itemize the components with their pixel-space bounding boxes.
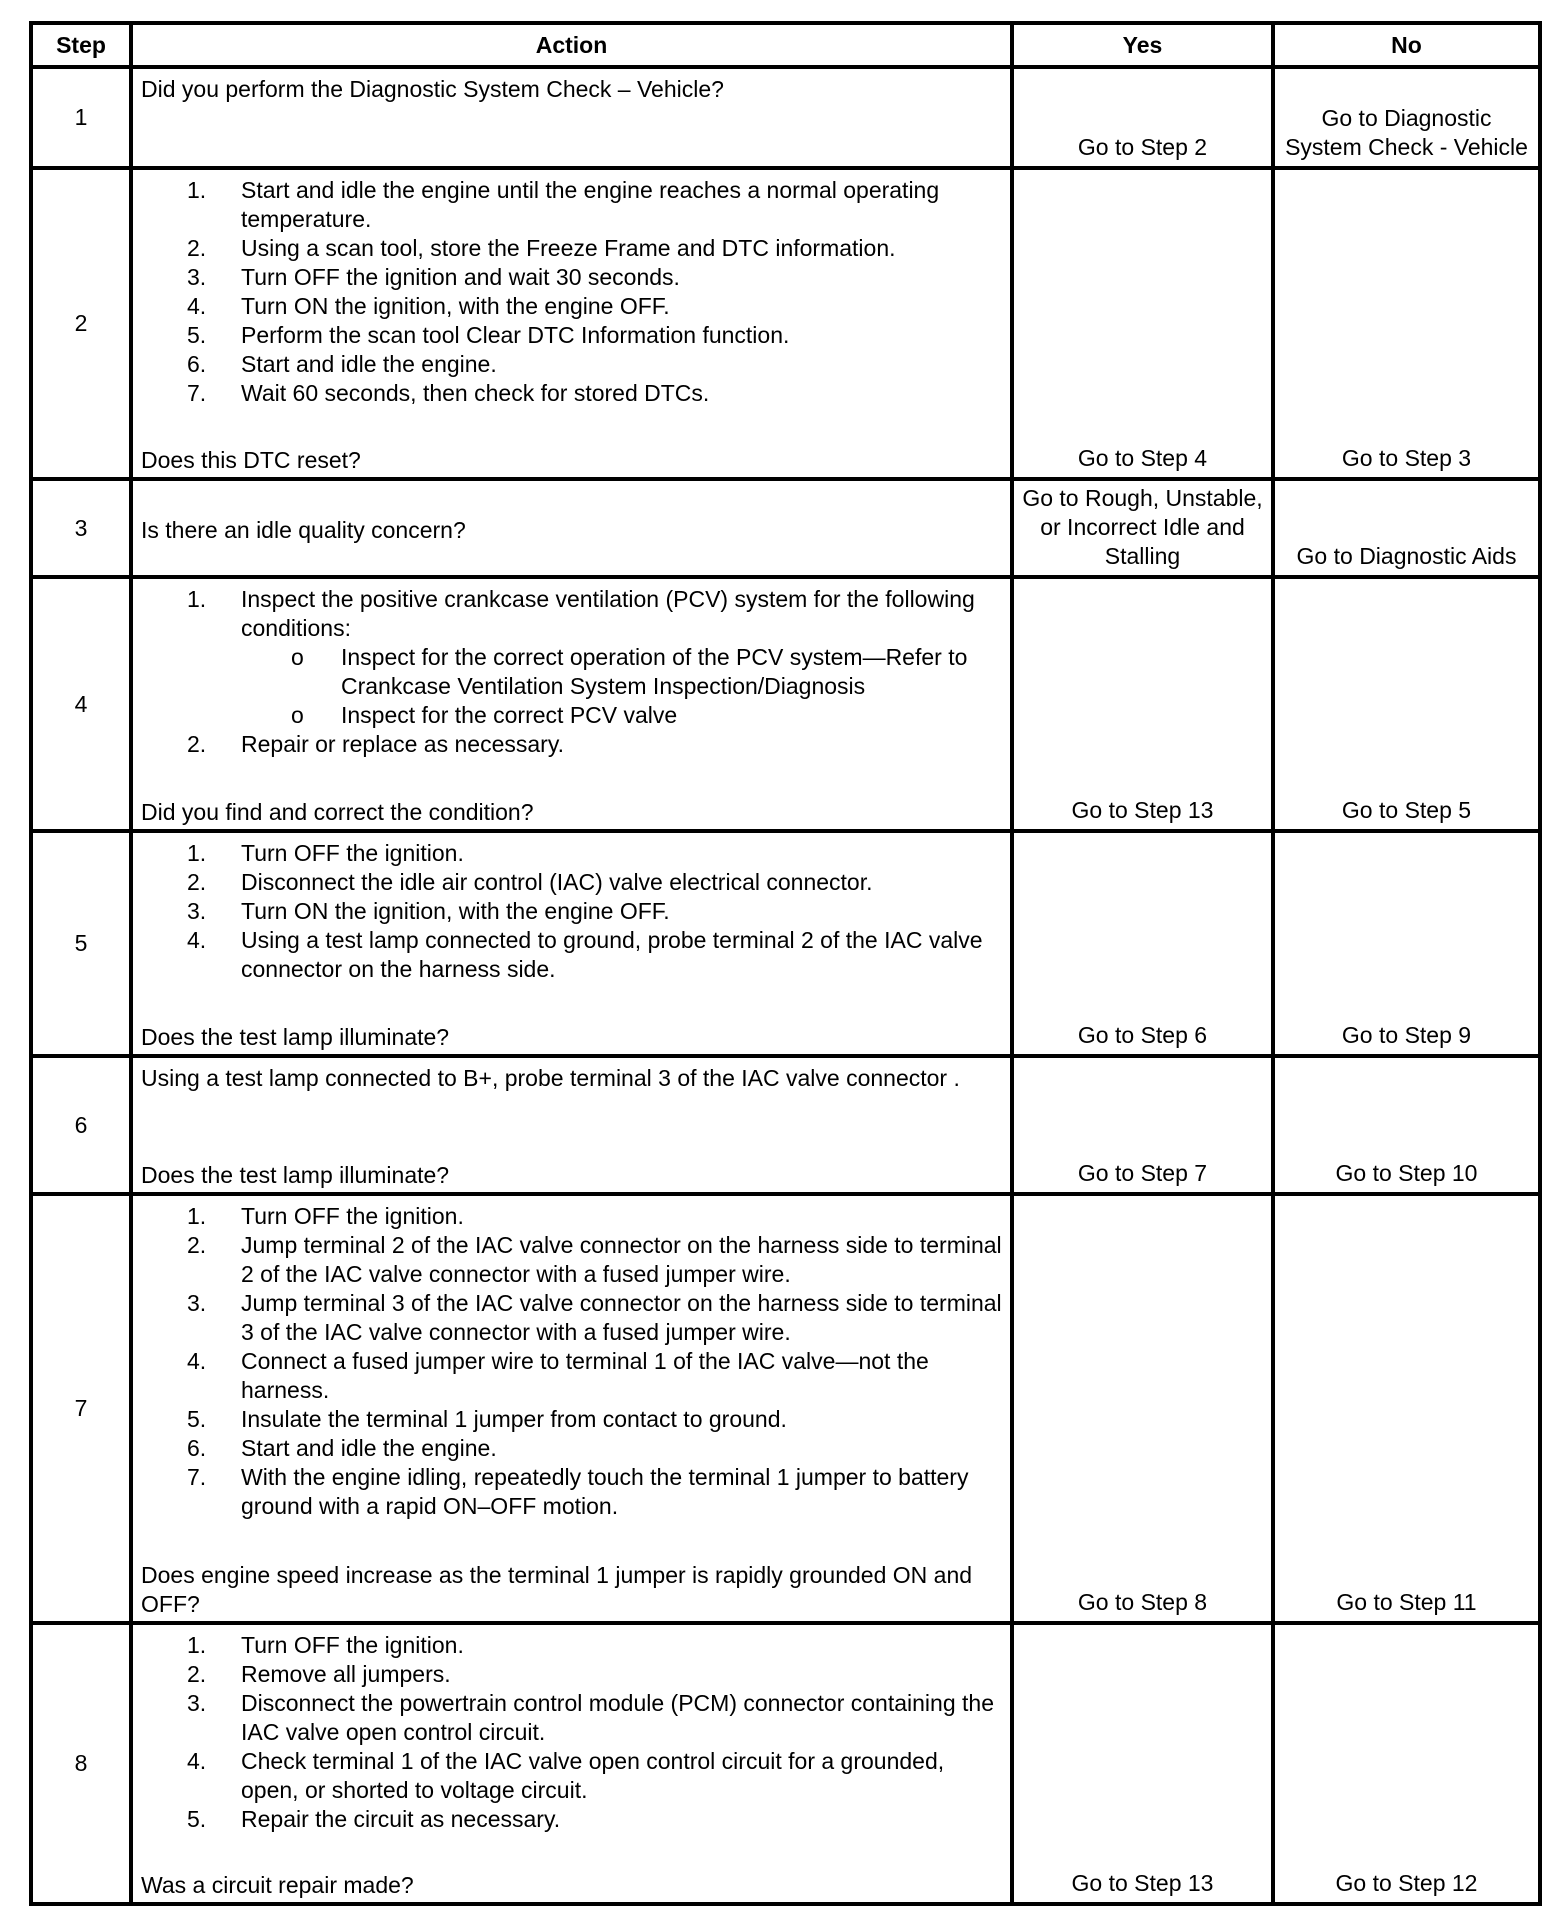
header-row bbox=[31, 23, 1540, 67]
no-cell: Go to Step 3 bbox=[1273, 168, 1540, 479]
action-cell bbox=[131, 577, 1012, 831]
header-yes: Yes bbox=[1012, 23, 1273, 67]
procedure-list bbox=[141, 176, 1002, 408]
list-item: 2. Using a scan tool, store the Freeze Frame and DTC information. bbox=[187, 235, 896, 261]
list-item: 7. With the engine idling, repeatedly touch the terminal 1 jumper to battery ground with a rapid ON–OFF motion. bbox=[187, 1464, 969, 1519]
list-item: 1. Turn OFF the ignition. bbox=[187, 1632, 464, 1658]
list-item: 6. Start and idle the engine. bbox=[187, 1435, 497, 1461]
list-item: 6. Start and idle the engine. bbox=[187, 351, 497, 377]
list-item: 2. Repair or replace as necessary. bbox=[187, 731, 564, 757]
action-text: Did you perform the Diagnostic System Check – Vehicle? bbox=[141, 76, 724, 102]
action-cell bbox=[131, 1194, 1012, 1623]
table-row bbox=[31, 1056, 1540, 1194]
header-step: Step bbox=[31, 23, 131, 67]
list-item: 4. Turn ON the ignition, with the engine OFF. bbox=[187, 293, 670, 319]
action-cell bbox=[131, 831, 1012, 1056]
list-item: 1. Start and idle the engine until the engine reaches a normal operating temperature. bbox=[187, 177, 940, 232]
yes-cell: Go to Step 6 bbox=[1012, 831, 1273, 1056]
no-cell: Go to Step 5 bbox=[1273, 577, 1540, 831]
no-cell: Go to Step 12 bbox=[1273, 1623, 1540, 1904]
procedure-list bbox=[141, 1631, 1002, 1834]
list-item: 4. Connect a fused jumper wire to terminal 1 of the IAC valve—not the harness. bbox=[187, 1348, 929, 1403]
question-text: Does this DTC reset? bbox=[141, 447, 361, 473]
table-row bbox=[31, 577, 1540, 831]
yes-cell: Go to Step 8 bbox=[1012, 1194, 1273, 1623]
table-row bbox=[31, 1194, 1540, 1623]
list-item: 3. Disconnect the powertrain control module (PCM) connector containing the IAC valve open control circuit. bbox=[187, 1690, 994, 1745]
no-cell: Go to Diagnostic Aids bbox=[1273, 479, 1540, 577]
step-number: 4 bbox=[31, 577, 131, 831]
table-row bbox=[31, 67, 1540, 168]
step-number: 6 bbox=[31, 1056, 131, 1194]
question-text: Did you find and correct the condition? bbox=[141, 799, 534, 825]
table-row bbox=[31, 479, 1540, 577]
procedure-list bbox=[141, 839, 1002, 984]
diagnostic-table bbox=[29, 21, 1542, 1906]
list-item: 5. Repair the circuit as necessary. bbox=[187, 1806, 561, 1832]
no-cell: Go to Diagnostic System Check - Vehicle bbox=[1273, 67, 1540, 168]
step-number: 1 bbox=[31, 67, 131, 168]
action-cell bbox=[131, 168, 1012, 479]
step-number: 2 bbox=[31, 168, 131, 479]
procedure-list bbox=[141, 1202, 1002, 1521]
list-item: 2. Remove all jumpers. bbox=[187, 1661, 451, 1687]
action-text: Using a test lamp connected to B+, probe terminal 3 of the IAC valve connector . bbox=[141, 1065, 960, 1091]
table-row bbox=[31, 831, 1540, 1056]
sub-list bbox=[141, 643, 1002, 730]
list-item: 1. Turn OFF the ignition. bbox=[187, 840, 464, 866]
action-cell bbox=[131, 1056, 1012, 1194]
list-item: 3. Jump terminal 3 of the IAC valve connector on the harness side to terminal 3 of the IAC valve connector with a fused jumper wire. bbox=[187, 1290, 1002, 1345]
list-item: 7. Wait 60 seconds, then check for stored DTCs. bbox=[187, 380, 710, 406]
question-text: Does the test lamp illuminate? bbox=[141, 1162, 450, 1188]
yes-cell: Go to Step 13 bbox=[1012, 1623, 1273, 1904]
no-cell: Go to Step 11 bbox=[1273, 1194, 1540, 1623]
step-number: 5 bbox=[31, 831, 131, 1056]
list-item: 5. Perform the scan tool Clear DTC Information function. bbox=[187, 322, 790, 348]
list-item: 4. Check terminal 1 of the IAC valve open control circuit for a grounded, open, or shorted to voltage circuit. bbox=[187, 1748, 945, 1803]
no-cell: Go to Step 10 bbox=[1273, 1056, 1540, 1194]
action-cell bbox=[131, 67, 1012, 168]
action-text: Is there an idle quality concern? bbox=[141, 516, 466, 543]
question-text: Does the test lamp illuminate? bbox=[141, 1024, 450, 1050]
question-text: Was a circuit repair made? bbox=[141, 1872, 414, 1898]
yes-cell: Go to Rough, Unstable, or Incorrect Idle and Stalling bbox=[1012, 479, 1273, 577]
header-no: No bbox=[1273, 23, 1540, 67]
sub-list-item: o Inspect for the correct PCV valve bbox=[291, 702, 678, 728]
list-item: 2. Disconnect the idle air control (IAC) valve electrical connector. bbox=[187, 869, 873, 895]
action-cell bbox=[131, 1623, 1012, 1904]
table-row bbox=[31, 1623, 1540, 1904]
list-item: 5. Insulate the terminal 1 jumper from contact to ground. bbox=[187, 1406, 787, 1432]
question-text: Does engine speed increase as the terminal 1 jumper is rapidly grounded ON and OFF? bbox=[141, 1562, 973, 1617]
procedure-list bbox=[141, 585, 1002, 759]
no-cell: Go to Step 9 bbox=[1273, 831, 1540, 1056]
sub-list-item: o Inspect for the correct operation of the PCV system—Refer to Crankcase Ventilation System Inspection/Diagnosis bbox=[291, 644, 968, 699]
step-number: 7 bbox=[31, 1194, 131, 1623]
yes-cell: Go to Step 2 bbox=[1012, 67, 1273, 168]
list-item: 3. Turn OFF the ignition and wait 30 seconds. bbox=[187, 264, 680, 290]
list-item: 1. Turn OFF the ignition. bbox=[187, 1203, 464, 1229]
table-row bbox=[31, 168, 1540, 479]
step-number: 8 bbox=[31, 1623, 131, 1904]
action-cell bbox=[131, 479, 1012, 577]
step-number: 3 bbox=[31, 479, 131, 577]
list-item: 3. Turn ON the ignition, with the engine OFF. bbox=[187, 898, 670, 924]
list-item: 4. Using a test lamp connected to ground, probe terminal 2 of the IAC valve connector on the harness side. bbox=[187, 927, 983, 982]
list-item: 1. Inspect the positive crankcase ventilation (PCV) system for the following conditions: o Inspect for the correct operation of the PCV system—Refer to Crankcase Ventilation System Inspection/Diagnosis o Inspect for the correct PCV valve bbox=[141, 585, 1002, 730]
yes-cell: Go to Step 7 bbox=[1012, 1056, 1273, 1194]
header-action: Action bbox=[131, 23, 1012, 67]
yes-cell: Go to Step 13 bbox=[1012, 577, 1273, 831]
list-item: 2. Jump terminal 2 of the IAC valve connector on the harness side to terminal 2 of the IAC valve connector with a fused jumper wire. bbox=[187, 1232, 1002, 1287]
yes-cell: Go to Step 4 bbox=[1012, 168, 1273, 479]
